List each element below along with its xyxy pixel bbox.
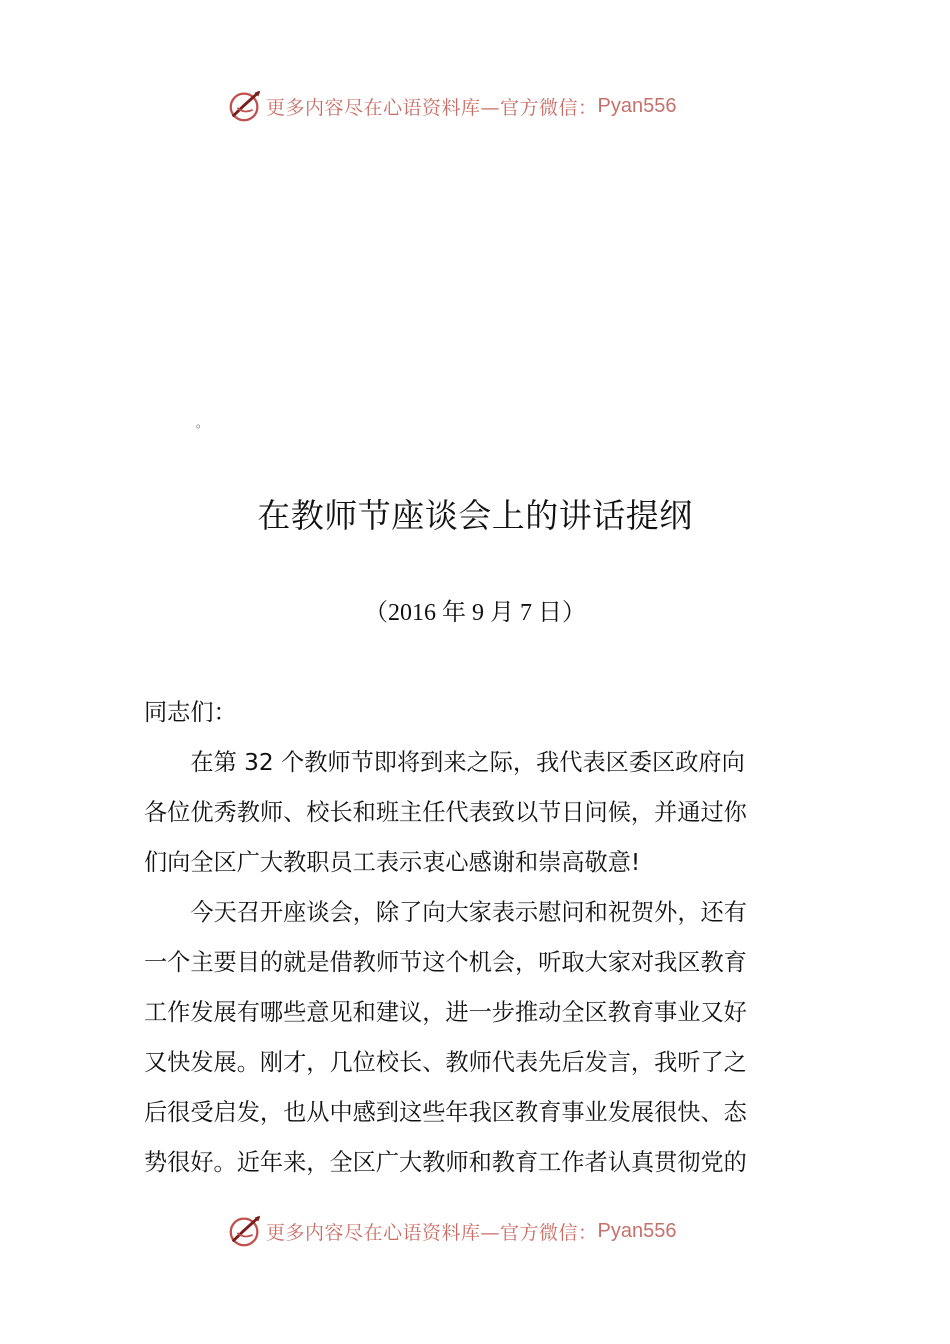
watermark-text: 更多内容尽在心语资料库—官方微信： <box>266 1221 598 1244</box>
paragraph-2-line: 势很好。近年来，全区广大教师和教育工作者认真贯彻党的 <box>144 1149 747 1176</box>
paragraph-2-line: 一个主要目的就是借教师节这个机会，听取大家对我区教育 <box>144 949 747 976</box>
paragraph-2-line: 今天召开座谈会，除了向大家表示慰问和祝贺外，还有 <box>190 899 747 926</box>
paragraph-2-line: 又快发展。刚才，几位校长、教师代表先后发言，我听了之 <box>144 1049 747 1076</box>
paragraph-1-line: 各位优秀教师、校长和班主任代表致以节日问候，并通过你 <box>144 799 747 826</box>
pen-logo-icon <box>226 1212 264 1250</box>
document-title: 在教师节座谈会上的讲话提纲 <box>257 496 693 535</box>
document-body <box>144 688 808 1188</box>
document-date: （2016 年 9 月 7 日） <box>364 600 586 626</box>
watermark-wechat-id: Pyan556 <box>597 1219 677 1242</box>
watermark-wechat-id: Pyan556 <box>597 94 677 117</box>
footer-watermark <box>226 1211 746 1251</box>
header-watermark <box>226 86 746 126</box>
stray-period-mark: 。 <box>196 416 209 430</box>
paragraph-2-line: 工作发展有哪些意见和建议，进一步推动全区教育事业又好 <box>144 999 747 1026</box>
pen-logo-icon <box>226 87 264 125</box>
paragraph-1-line: 在第 32 个教师节即将到来之际，我代表区委区政府向 <box>190 749 745 776</box>
paragraph-2-line: 后很受启发，也从中感到这些年我区教育事业发展很快、态 <box>144 1099 747 1126</box>
paragraph-2 <box>144 888 808 1188</box>
salutation: 同志们： <box>144 699 237 726</box>
watermark-text: 更多内容尽在心语资料库—官方微信： <box>266 96 598 119</box>
paragraph-1 <box>144 738 808 888</box>
paragraph-1-line: 们向全区广大教职员工表示衷心感谢和崇高敬意! <box>144 849 641 876</box>
